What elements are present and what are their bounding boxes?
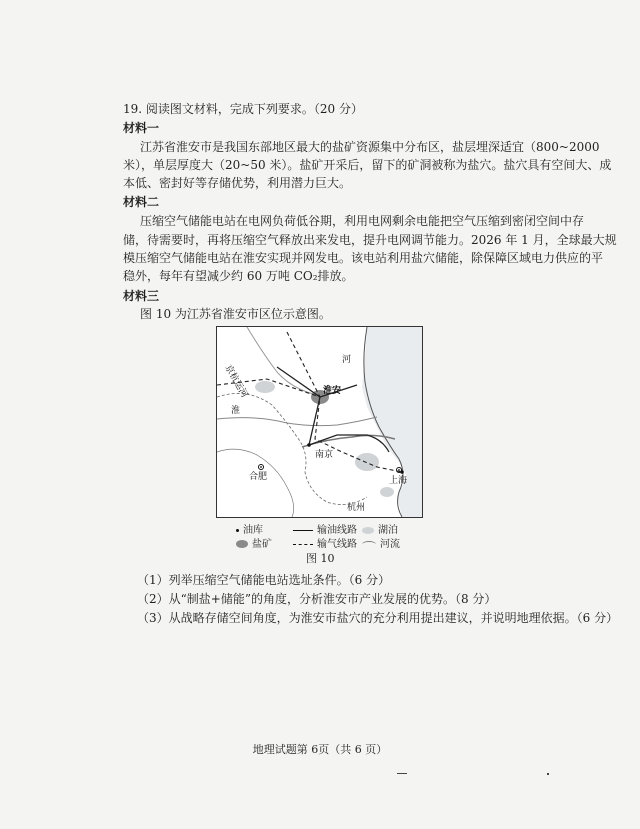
material1-line: 本低、密封好等存储优势，利用潜力巨大。 [123, 176, 352, 190]
city-marker-shanghai-dot [398, 469, 400, 471]
legend-label: 输气线路 [317, 539, 357, 550]
legend-label: 湖泊 [378, 525, 398, 536]
hefei-label: 合肥 [249, 472, 268, 482]
oil-depot [307, 443, 311, 447]
lake [255, 381, 275, 393]
question-header: 19. 阅读图文材料，完成下列要求。（20 分） [123, 102, 363, 116]
river-he-label: 河 [342, 355, 352, 365]
material2-line: 储，待需要时，再将压缩空气释放出来发电，提升电网调节能力。2026 年 1 月，全球最大规 [123, 233, 617, 247]
material2-line: 稳外，每年有望减少约 60 万吨 CO₂排放。 [123, 269, 354, 283]
material2-title: 材料二 [123, 195, 160, 209]
huaian-label: 淮安 [323, 386, 342, 396]
gas-pipeline-icon [293, 544, 313, 545]
subquestion: （3）从战略存储空间角度，为淮安市盐穴的充分利用提出建议，并说明地理依据。（6 分） [137, 611, 619, 625]
scan-mark [397, 773, 407, 774]
oil-depot-icon [236, 529, 239, 532]
location-map [216, 326, 423, 518]
page-footer: 地理试题第 6页（共 6 页） [252, 743, 388, 756]
lake [380, 487, 394, 497]
salt-mine-icon [236, 540, 248, 548]
material3-line: 图 10 为江苏省淮安市区位示意图。 [140, 307, 331, 321]
legend-gas-pipeline [293, 535, 357, 550]
figure-caption: 图 10 [306, 552, 335, 565]
material2-line: 模压缩空气储能电站在淮安实现并网发电。该电站利用盐穴储能，除保障区域电力供应的平 [123, 251, 604, 265]
scan-mark [547, 773, 549, 775]
river-icon [362, 541, 376, 548]
legend-label: 河流 [380, 539, 400, 550]
legend-river [362, 535, 400, 550]
subquestion: （1）列举压缩空气储能电站选址条件。（6 分） [137, 573, 391, 587]
shanghai-label: 上海 [389, 476, 408, 486]
material3-title: 材料三 [123, 289, 160, 303]
map-drawing [217, 327, 422, 517]
legend-label: 油库 [243, 525, 263, 536]
nanjing-label: 南京 [315, 450, 334, 460]
oil-pipeline-icon [293, 530, 313, 531]
material1-line: 江苏省淮安市是我国东部地区最大的盐矿资源集中分布区，盐层埋深适宜（800~2000 [140, 140, 600, 154]
canal-label: 京杭运河 [222, 363, 250, 400]
legend-label: 输油线路 [317, 525, 357, 536]
subquestion: （2）从“制盐+储能”的角度，分析淮安市产业发展的优势。（8 分） [137, 592, 497, 606]
river-huai-label: 淮 [231, 406, 241, 416]
legend-label: 盐矿 [252, 539, 272, 550]
legend-oil-pipeline [293, 521, 357, 536]
legend-salt-mine [236, 535, 272, 550]
hangzhou-label: 杭州 [347, 503, 366, 513]
material2-line: 压缩空气储能电站在电网负荷低谷期，利用电网剩余电能把空气压缩到密闭空间中存 [140, 214, 585, 228]
lake [355, 453, 379, 471]
material1-title: 材料一 [123, 121, 160, 135]
legend-oil-depot [236, 521, 263, 536]
city-marker-hefei-dot [260, 466, 262, 468]
material1-line: 米），单层厚度大（20~50 米）。盐矿开采后，留下的矿洞被称为盐穴。盐穴具有空间大、成 [123, 158, 612, 172]
lake-icon [362, 527, 374, 534]
legend-lake [362, 521, 398, 536]
